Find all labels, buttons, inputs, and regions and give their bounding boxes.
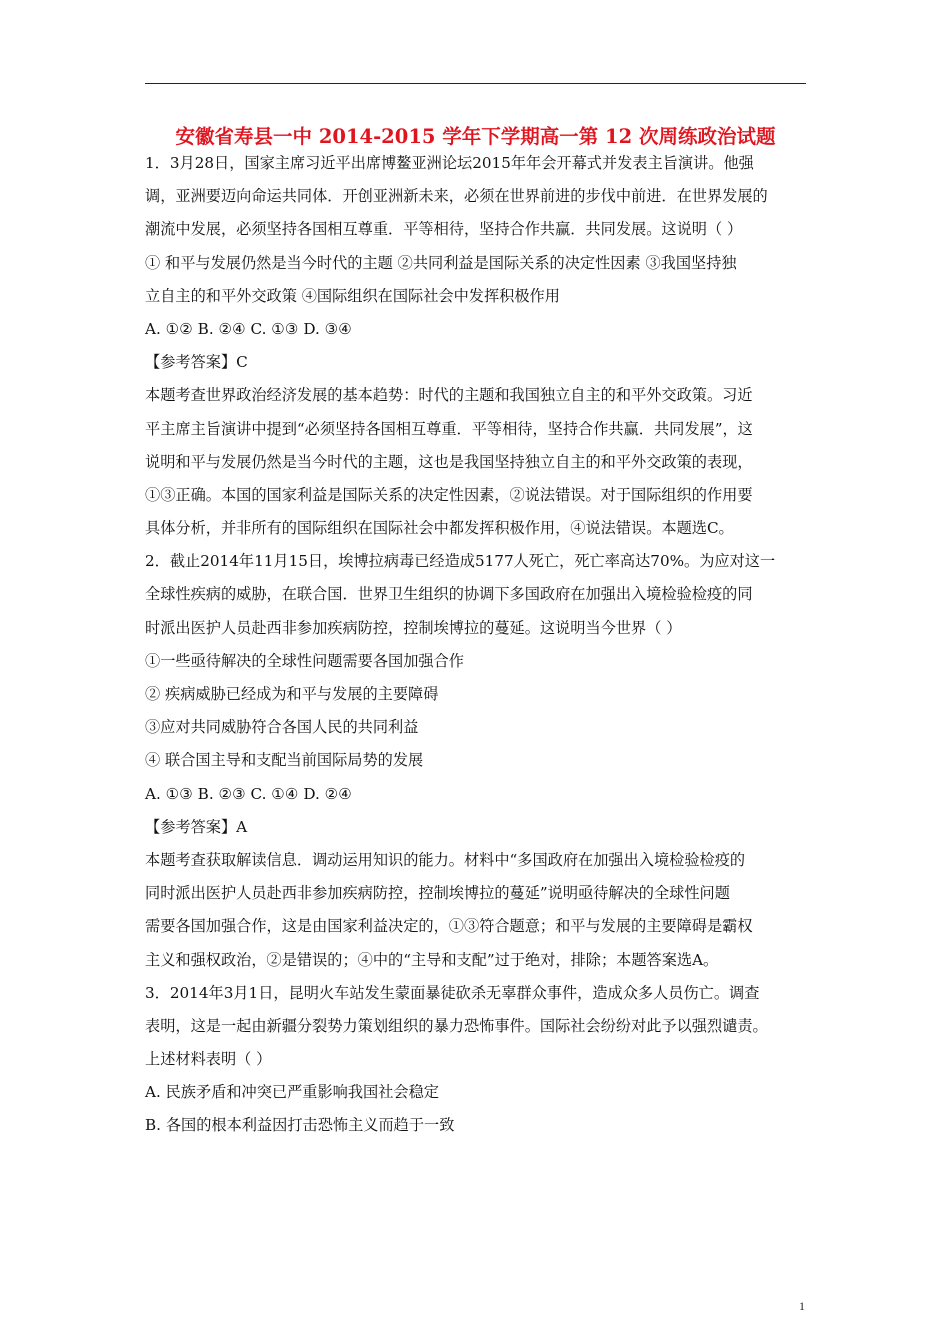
text-line: 具体分析，并非所有的国际组织在国际社会中都发挥积极作用，④说法错误。本题选C。 [145, 519, 734, 538]
text-line: 主义和强权政治，②是错误的；④中的“主导和支配”过于绝对，排除；本题答案选A。 [145, 950, 719, 969]
answer-options: A. ①② B. ②④ C. ①③ D. ③④ [145, 319, 352, 338]
text-line: ④ 联合国主导和支配当前国际局势的发展 [145, 751, 424, 770]
text-line: ① 和平与发展仍然是当今时代的主题 ②共同利益是国际关系的决定性因素 ③我国坚持独 [145, 253, 737, 272]
text-line: 本题考查世界政治经济发展的基本趋势：时代的主题和我国独立自主的和平外交政策。习近 [145, 386, 753, 405]
reference-answer: 【参考答案】A [145, 817, 248, 836]
text-line: ①③正确。本国的国家利益是国际关系的决定性因素，②说法错误。对于国际组织的作用要 [145, 485, 753, 504]
text-line: 1．3月28日，国家主席习近平出席博鳌亚洲论坛2015年年会开幕式并发表主旨演讲。他强 [145, 154, 754, 172]
text-line: 3．2014年3月1日，昆明火车站发生蒙面暴徒砍杀无辜群众事件，造成众多人员伤亡。调查 [145, 983, 760, 1002]
page-number: 1 [799, 1299, 805, 1313]
text-line: 立自主的和平外交政策 ④国际组织在国际社会中发挥积极作用 [145, 286, 560, 305]
document-title: 安徽省寿县一中 2014-2015 学年下学期高一第 12 次周练政治试题 [175, 125, 776, 148]
text-line: 全球性疾病的威胁，在联合国．世界卫生组织的协调下多国政府在加强出入境检验检疫的同 [145, 585, 753, 604]
text-line: 2．截止2014年11月15日，埃博拉病毒已经造成5177人死亡，死亡率高达70%。为应对这一 [145, 552, 776, 571]
text-line: ② 疾病威胁已经成为和平与发展的主要障碍 [145, 685, 439, 703]
header-rule [145, 83, 806, 84]
document-body [145, 150, 810, 1146]
text-line: 调，亚洲要迈向命运共同体．开创亚洲新未来，必须在世界前进的步伐中前进．在世界发展的 [145, 187, 768, 206]
text-line: 同时派出医护人员赴西非参加疾病防控，控制埃博拉的蔓延”说明亟待解决的全球性问题 [145, 884, 730, 903]
text-line: ③应对共同威胁符合各国人民的共同利益 [145, 718, 419, 737]
text-line: A. 民族矛盾和冲突已严重影响我国社会稳定 [145, 1083, 439, 1102]
answer-options: A. ①③ B. ②③ C. ①④ D. ②④ [145, 784, 352, 803]
text-line: ①一些亟待解决的全球性问题需要各国加强合作 [145, 651, 464, 670]
text-line: 平主席主旨演讲中提到“必须坚持各国相互尊重．平等相待，坚持合作共赢．共同发展”，这 [145, 419, 753, 438]
reference-answer: 【参考答案】C [145, 353, 248, 372]
text-line: 时派出医护人员赴西非参加疾病防控，控制埃博拉的蔓延。这说明当今世界（ ） [145, 618, 682, 637]
text-line: 本题考查获取解读信息．调动运用知识的能力。材料中“多国政府在加强出入境检验检疫的 [145, 850, 746, 869]
text-line: 需要各国加强合作，这是由国家利益决定的，①③符合题意；和平与发展的主要障碍是霸权 [145, 917, 753, 936]
text-line: 说明和平与发展仍然是当今时代的主题，这也是我国坚持独立自主的和平外交政策的表现， [145, 452, 753, 471]
text-line: 上述材料表明（ ） [145, 1050, 272, 1069]
text-line: 表明，这是一起由新疆分裂势力策划组织的暴力恐怖事件。国际社会纷纷对此予以强烈谴责。 [145, 1016, 768, 1035]
text-line: B. 各国的根本利益因打击恐怖主义而趋于一致 [145, 1116, 455, 1135]
text-line: 潮流中发展，必须坚持各国相互尊重．平等相待，坚持合作共赢．共同发展。这说明（ ） [145, 220, 743, 239]
